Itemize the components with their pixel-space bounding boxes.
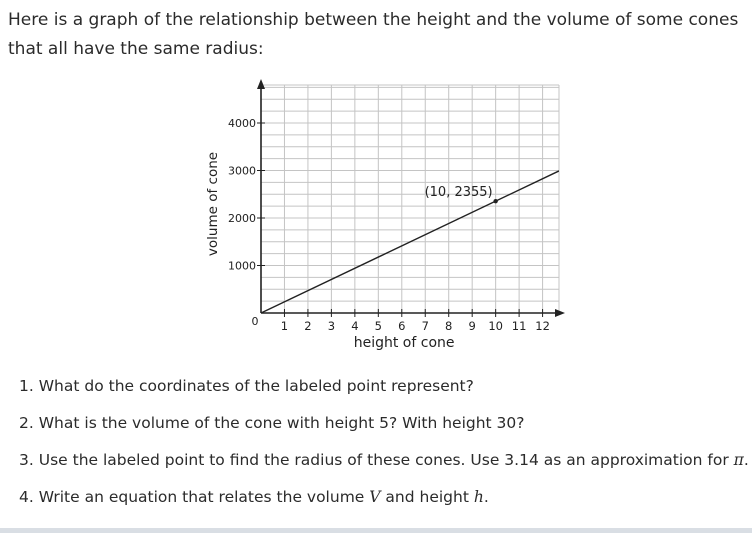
- cone-volume-graph: [195, 75, 575, 365]
- x-tick-label: 4: [351, 319, 359, 333]
- question-4-number: 4.: [19, 488, 34, 506]
- question-1-text: What do the coordinates of the labeled point represent?: [38, 377, 474, 395]
- y-axis-arrow: [257, 79, 265, 89]
- x-tick-label: 3: [327, 319, 336, 333]
- question-4-text: Write an equation that relates the volume: [38, 488, 365, 506]
- question-4-mid: and height: [385, 488, 469, 506]
- x-tick-label: 12: [535, 319, 550, 333]
- question-2-number: 2.: [19, 414, 34, 432]
- x-axis-label: height of cone: [353, 335, 455, 351]
- volume-variable: V: [369, 488, 381, 506]
- question-list: [19, 372, 749, 520]
- y-tick-label: 1000: [228, 259, 256, 273]
- x-tick-label: 11: [511, 319, 527, 333]
- question-4: [19, 483, 749, 520]
- origin-label: 0: [251, 315, 259, 328]
- labels: [205, 117, 550, 351]
- question-2: [19, 409, 749, 446]
- x-tick-label: 5: [374, 319, 382, 333]
- question-3-end: .: [743, 451, 749, 469]
- y-tick-label: 4000: [228, 117, 256, 130]
- x-tick-label: 9: [468, 319, 476, 333]
- x-axis-arrow: [555, 309, 565, 317]
- height-variable: h: [473, 488, 484, 506]
- x-tick-label: 6: [398, 319, 406, 333]
- chart-svg: [195, 75, 575, 365]
- x-tick-label: 8: [445, 319, 453, 333]
- pi-symbol: π: [733, 451, 744, 469]
- x-tick-label: 1: [280, 319, 289, 333]
- question-3-text: Use the labeled point to find the radius of these cones. Use 3.14 as an approximation for: [38, 451, 729, 469]
- labeled-point: [493, 199, 497, 203]
- intro-text: Here is a graph of the relationship between the height and the volume of some cones that all have the same radius:: [8, 10, 739, 59]
- y-tick-label: 3000: [228, 164, 256, 178]
- x-tick-label: 10: [488, 319, 503, 333]
- point-label: (10, 2355): [424, 185, 493, 201]
- bottom-border: [0, 528, 752, 533]
- y-tick-label: 2000: [228, 212, 256, 225]
- question-1: [19, 372, 749, 409]
- question-2-text: What is the volume of the cone with height 5? With height 30?: [38, 414, 525, 432]
- x-tick-label: 2: [304, 319, 312, 333]
- question-4-end: .: [483, 488, 489, 506]
- question-3: [19, 446, 749, 483]
- grid: [261, 85, 559, 313]
- question-3-number: 3.: [19, 451, 34, 469]
- question-1-number: 1.: [19, 377, 34, 395]
- y-axis-label: volume of cone: [205, 151, 221, 257]
- x-tick-label: 7: [421, 319, 429, 333]
